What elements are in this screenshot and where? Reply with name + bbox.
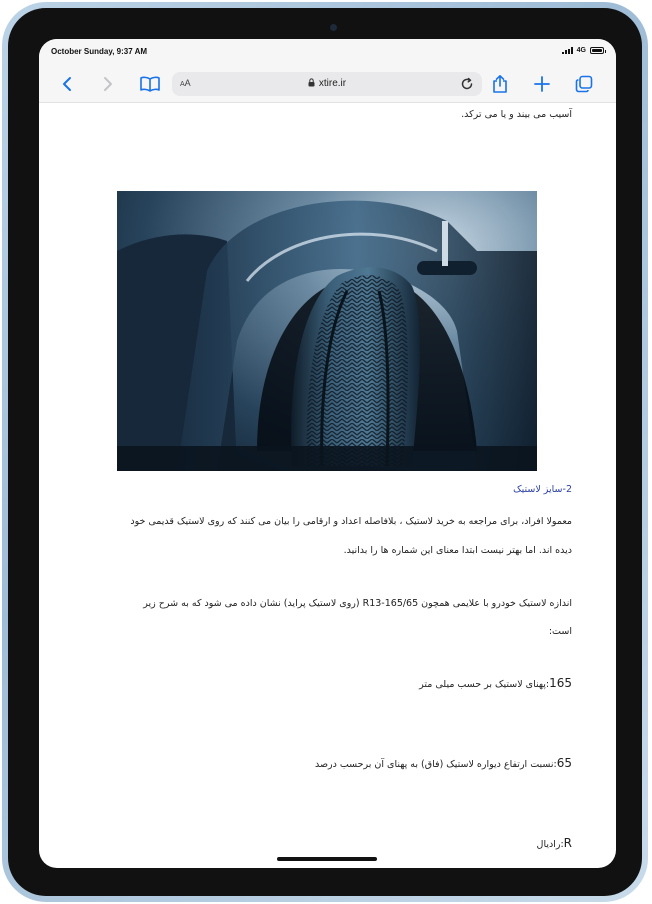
tire-photo <box>117 191 537 471</box>
share-button[interactable] <box>489 73 511 95</box>
url-text: xtire.ir <box>318 78 347 89</box>
back-button[interactable] <box>56 73 78 95</box>
image-caption[interactable]: 2-سایز لاستیک <box>513 484 572 495</box>
spec-number: R <box>563 836 572 850</box>
status-bar <box>39 39 616 65</box>
share-icon <box>492 74 508 94</box>
page-content <box>39 104 616 868</box>
paragraph-line: است: <box>548 626 572 637</box>
text-line: آسیب می بیند و یا می ترکد. <box>461 109 572 120</box>
new-tab-button[interactable] <box>531 73 553 95</box>
network-type: 4G <box>576 47 586 54</box>
back-icon <box>62 76 72 92</box>
reload-icon[interactable] <box>460 77 474 91</box>
spec-number: 165 <box>549 676 572 690</box>
spec-number: 65 <box>556 756 572 770</box>
battery-icon <box>590 47 604 54</box>
text-size-button[interactable]: AA <box>180 78 191 88</box>
tabs-button[interactable] <box>573 73 595 95</box>
spec-text: :نسبت ارتفاع دیواره لاستیک (فاق) به پهنای آن برحسب درصد <box>314 759 557 770</box>
spec-text: :پهنای لاستیک بر حسب میلی متر <box>419 679 550 690</box>
tabs-icon <box>575 75 593 93</box>
forward-icon <box>103 76 113 92</box>
spec-item-aspect-ratio <box>315 756 572 770</box>
spec-item-width <box>419 676 572 690</box>
signal-icon <box>562 47 573 54</box>
new-tab-icon <box>534 76 550 92</box>
status-indicators <box>562 47 604 54</box>
paragraph-line: اندازه لاستیک خودرو با علایمی همچون R13-165/65 (روی لاستیک پراید) نشان داده می شود که به شرح زیر <box>143 598 572 609</box>
spec-item-radial <box>537 836 572 850</box>
screen <box>39 39 616 868</box>
home-indicator[interactable] <box>277 857 377 861</box>
bookmarks-button[interactable] <box>139 73 161 95</box>
car-tire-illustration <box>117 191 537 471</box>
paragraph-line: معمولا افراد، برای مراجعه به خرید لاستیک ، بلافاصله اعداد و ارقامی را بیان می کنند که روی لاستیک قدیمی خود <box>130 516 572 527</box>
bookmarks-icon <box>140 76 160 92</box>
lock-icon <box>308 78 315 87</box>
address-bar[interactable] <box>172 72 482 96</box>
browser-toolbar <box>39 65 616 103</box>
front-camera <box>330 24 337 31</box>
spec-text: :رادیال <box>536 839 564 850</box>
url-display[interactable] <box>172 78 482 89</box>
paragraph-line: دیده اند. اما بهتر نیست ابتدا معنای این شماره ها را بدانید. <box>343 545 572 556</box>
forward-button[interactable] <box>97 73 119 95</box>
status-time: October Sunday, 9:37 AM <box>51 47 148 56</box>
